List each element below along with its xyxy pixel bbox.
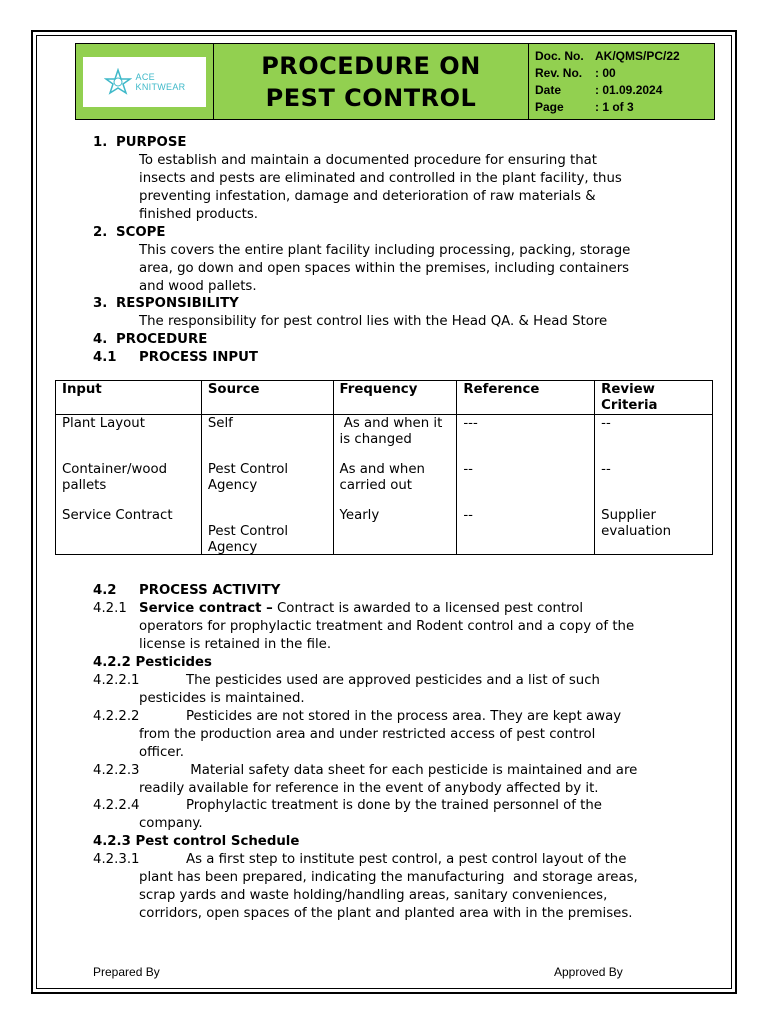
pesticides-item-3-line-1: Material safety data sheet for each pesticide is maintained and are bbox=[186, 763, 638, 778]
purpose-line-1: To establish and maintain a documented procedure for ensuring that bbox=[139, 153, 598, 168]
pesticides-item-2-line-3: officer. bbox=[139, 745, 184, 760]
service-contract-text: Contract is awarded to a licensed pest control bbox=[272, 601, 584, 616]
pesticides-item-2-line-1: Pesticides are not stored in the process area. They are kept away bbox=[186, 709, 622, 724]
procedure-heading: PROCEDURE bbox=[116, 332, 208, 347]
star-logo-icon bbox=[104, 68, 132, 96]
page-value: : 1 of 3 bbox=[595, 100, 634, 114]
cell-input: Service Contract bbox=[62, 508, 173, 523]
cell-source: Pest Control Agency bbox=[207, 462, 289, 493]
pesticides-item-1-number: 4.2.2.1 bbox=[93, 673, 140, 688]
pesticides-item-4-line-1: Prophylactic treatment is done by the trained personnel of the bbox=[186, 798, 602, 813]
service-contract-line-3: license is retained in the file. bbox=[139, 637, 332, 652]
schedule-item-1-line-2: plant has been prepared, indicating the manufacturing and storage areas, bbox=[139, 870, 638, 885]
document-header bbox=[75, 43, 715, 120]
process-input-table bbox=[55, 380, 713, 555]
service-contract-line-1 bbox=[139, 600, 583, 618]
cell-frequency: As and when it is changed bbox=[339, 416, 447, 447]
responsibility-number: 3. bbox=[93, 296, 108, 311]
pesticides-item-2-number: 4.2.2.2 bbox=[93, 709, 140, 724]
pest-control-schedule-heading: 4.2.3 Pest control Schedule bbox=[93, 834, 300, 849]
schedule-item-1-line-1: As a first step to institute pest control, a pest control layout of the bbox=[186, 852, 627, 867]
page-label: Page bbox=[535, 100, 564, 114]
process-input-number: 4.1 bbox=[93, 350, 117, 365]
cell-input: Container/wood pallets bbox=[62, 462, 168, 493]
doc-info bbox=[529, 44, 714, 119]
table-header-row bbox=[56, 381, 713, 415]
cell-frequency: As and when carried out bbox=[339, 462, 425, 493]
service-contract-line-2: operators for prophylactic treatment and Rodent control and a copy of the bbox=[139, 619, 635, 634]
cell-review-criteria: -- bbox=[601, 462, 611, 477]
scope-line-3: and wood pallets. bbox=[139, 279, 257, 294]
table-row bbox=[56, 415, 713, 463]
pesticides-item-3-line-2: readily available for reference in the event of anybody affected by it. bbox=[139, 781, 599, 796]
responsibility-line-1: The responsibility for pest control lies with the Head QA. & Head Store bbox=[139, 314, 608, 329]
cell-review-criteria: Supplier evaluation bbox=[601, 508, 672, 539]
scope-line-2: area, go down and open spaces within the premises, including containers bbox=[139, 261, 630, 276]
date-label: Date bbox=[535, 83, 562, 97]
table-row bbox=[56, 508, 713, 555]
procedure-number: 4. bbox=[93, 332, 108, 347]
process-activity-heading: PROCESS ACTIVITY bbox=[139, 583, 281, 598]
logo-line-1: ACE bbox=[135, 71, 155, 82]
rev-no-label: Rev. No. bbox=[535, 66, 583, 80]
schedule-item-1-line-3: scrap yards and waste holding/handling areas, sanitary conveniences, bbox=[139, 888, 608, 903]
service-contract-title: Service contract – bbox=[139, 601, 273, 616]
cell-source: Pest Control Agency bbox=[207, 524, 289, 555]
doc-no-value: AK/QMS/PC/22 bbox=[595, 49, 680, 63]
pesticides-item-3-number: 4.2.2.3 bbox=[93, 763, 140, 778]
schedule-item-1-number: 4.2.3.1 bbox=[93, 852, 140, 867]
title-cell bbox=[214, 44, 529, 119]
header-frequency: Frequency bbox=[333, 381, 457, 415]
purpose-number: 1. bbox=[93, 135, 108, 150]
header-input: Input bbox=[56, 381, 202, 415]
header-reference: Reference bbox=[457, 381, 595, 415]
cell-frequency: Yearly bbox=[339, 508, 380, 523]
cell-input: Plant Layout bbox=[62, 416, 145, 431]
document-title-line-2: PEST CONTROL bbox=[265, 83, 477, 112]
purpose-heading: PURPOSE bbox=[116, 135, 187, 150]
pesticides-item-1-line-2: pesticides is maintained. bbox=[139, 691, 305, 706]
purpose-line-2: insects and pests are eliminated and controlled in the plant facility, thus bbox=[139, 171, 622, 186]
scope-heading: SCOPE bbox=[116, 225, 166, 240]
header-review-criteria: Review Criteria bbox=[595, 381, 713, 415]
cell-source: Self bbox=[207, 416, 233, 431]
table-row bbox=[56, 462, 713, 508]
cell-reference: -- bbox=[463, 508, 473, 523]
date-value: : 01.09.2024 bbox=[595, 83, 663, 97]
logo-cell bbox=[76, 44, 214, 119]
scope-line-1: This covers the entire plant facility including processing, packing, storage bbox=[139, 243, 631, 258]
pesticides-item-4-line-2: company. bbox=[139, 816, 203, 831]
purpose-line-4: finished products. bbox=[139, 207, 258, 222]
pesticides-item-1-line-1: The pesticides used are approved pesticides and a list of such bbox=[186, 673, 600, 688]
scope-number: 2. bbox=[93, 225, 108, 240]
prepared-by-label: Prepared By bbox=[93, 965, 160, 979]
company-logo bbox=[83, 57, 206, 107]
cell-review-criteria: -- bbox=[601, 416, 611, 431]
cell-reference: -- bbox=[463, 462, 473, 477]
rev-no-value: : 00 bbox=[595, 66, 616, 80]
pesticides-heading: 4.2.2 Pesticides bbox=[93, 655, 212, 670]
cell-reference: --- bbox=[463, 416, 478, 431]
logo-line-2: KNITWEAR bbox=[135, 81, 186, 92]
purpose-line-3: preventing infestation, damage and deterioration of raw materials & bbox=[139, 189, 596, 204]
process-activity-number: 4.2 bbox=[93, 583, 117, 598]
doc-no-label: Doc. No. bbox=[535, 49, 584, 63]
document-title-line-1: PROCEDURE ON bbox=[261, 51, 481, 80]
pesticides-item-2-line-2: from the production area and under restricted access of pest control bbox=[139, 727, 596, 742]
approved-by-label: Approved By bbox=[554, 965, 623, 979]
process-input-heading: PROCESS INPUT bbox=[139, 350, 259, 365]
pesticides-item-4-number: 4.2.2.4 bbox=[93, 798, 140, 813]
header-source: Source bbox=[201, 381, 333, 415]
service-contract-number: 4.2.1 bbox=[93, 601, 127, 616]
responsibility-heading: RESPONSIBILITY bbox=[116, 296, 239, 311]
schedule-item-1-line-4: corridors, open spaces of the plant and planted area with in the premises. bbox=[139, 906, 633, 921]
